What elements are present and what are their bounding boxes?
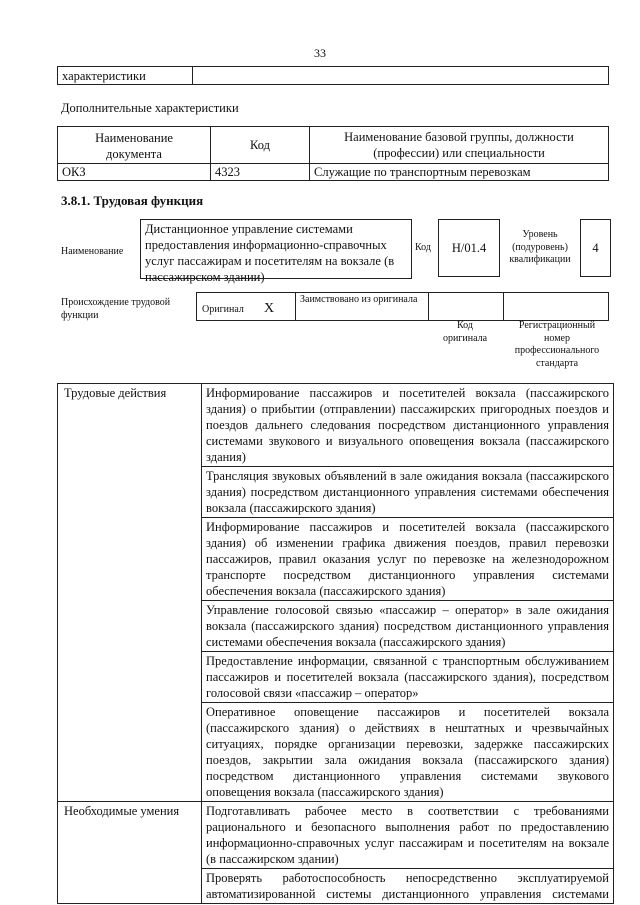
additional-heading: Дополнительные характеристики	[61, 101, 239, 115]
header-code: Код	[211, 127, 310, 164]
level-value: 4	[592, 241, 599, 255]
section-title: 3.8.1. Трудовая функция	[61, 193, 204, 208]
skill-item: Подготавливать рабочее место в соответствии с требованиями рационального и безопасного выполнения работ по предоставлению информационно-справочных услуг пассажирам и посетителям на вокзале (в пассажирском здании)	[202, 802, 614, 869]
table-row	[58, 802, 614, 869]
action-item: Оперативное оповещение пассажиров и посетителей вокзала (пассажирского здания) о действиях в нештатных и чрезвычайных ситуациях, порядке организации перевозки, задержке пассажирских поездов, закрытии зала ожидания вокзала (пассажирского здания) посредством дистанционного управления системами звукового оповещения вокзала (пассажирского здания)	[202, 703, 614, 802]
reg-number-cell	[504, 293, 609, 321]
header-doc-name: Наименование документа	[58, 127, 211, 164]
code-original-cell	[429, 293, 504, 321]
code-label: Код	[415, 242, 431, 253]
action-item: Управление голосовой связью «пассажир – оператор» в зале ожидания вокзала (пассажирского здания) посредством дистанционного управления системами обеспечения вокзала (пассажирского здания)	[202, 601, 614, 652]
cell-doc: ОКЗ	[58, 164, 211, 181]
table-row	[58, 164, 609, 181]
cell-code: 4323	[211, 164, 310, 181]
original-mark: X	[264, 301, 275, 316]
top-row-value	[193, 67, 609, 85]
page-number: 33	[314, 46, 326, 60]
header-group-name: Наименование базовой группы, должности (профессии) или специальности	[310, 127, 609, 164]
code-value: H/01.4	[451, 241, 487, 255]
name-label: Наименование	[61, 246, 124, 257]
main-table	[57, 383, 614, 904]
skills-label: Необходимые умения	[58, 802, 202, 904]
skill-item: Проверять работоспособность непосредственно эксплуатируемой автоматизированной системы дистанционного управления системами	[202, 869, 614, 904]
level-label: Уровень (подуровень) квалификации	[509, 229, 571, 265]
origin-table	[196, 292, 609, 321]
original-label: Оригинал	[202, 304, 244, 315]
action-item: Трансляция звуковых объявлений в зале ожидания вокзала (пассажирского здания) посредством дистанционного управления системами обеспечения вокзала (пассажирского здания)	[202, 467, 614, 518]
action-item: Предоставление информации, связанной с транспортным обслуживанием пассажиров и посетителей вокзала (пассажирского здания), посредством голосовой связи «пассажир – оператор»	[202, 652, 614, 703]
table-row	[58, 384, 614, 467]
actions-label: Трудовые действия	[58, 384, 202, 802]
additional-table	[57, 126, 609, 181]
action-item: Информирование пассажиров и посетителей вокзала (пассажирского здания) о прибытии (отправлении) пассажирских пригородных поездов и поездов дальнего следования посредством дистанционного управления системами звукового и визуального оповещения вокзала (пассажирского здания)	[202, 384, 614, 467]
reg-number-caption: Регистрационный номер профессионального стандарта	[514, 320, 600, 369]
top-row-label: характеристики	[58, 67, 193, 85]
code-box	[438, 219, 500, 277]
code-original-caption: Код оригинала	[442, 320, 488, 344]
function-name-value: Дистанционное управление системами предоставления информационно-справочных услуг пассажирам и посетителям на вокзале (в пассажирском здании)	[145, 222, 395, 284]
table-header-row	[58, 127, 609, 164]
function-name-box	[140, 219, 412, 284]
borrowed-cell: Заимствовано из оригинала	[296, 293, 429, 321]
top-row-table	[57, 66, 609, 85]
action-item: Информирование пассажиров и посетителей вокзала (пассажирского здания) об изменении графика движения поездов, правил перевозки пассажиров, правил оказания услуг по перевозке на железнодорожном транспорте посредством дистанционного управления системами обеспечения вокзала (пассажирского здания)	[202, 518, 614, 601]
original-cell	[197, 293, 296, 321]
cell-group: Служащие по транспортным перевозкам	[310, 164, 609, 181]
level-box	[580, 219, 611, 277]
origin-label: Происхождение трудовой функции	[61, 297, 171, 321]
